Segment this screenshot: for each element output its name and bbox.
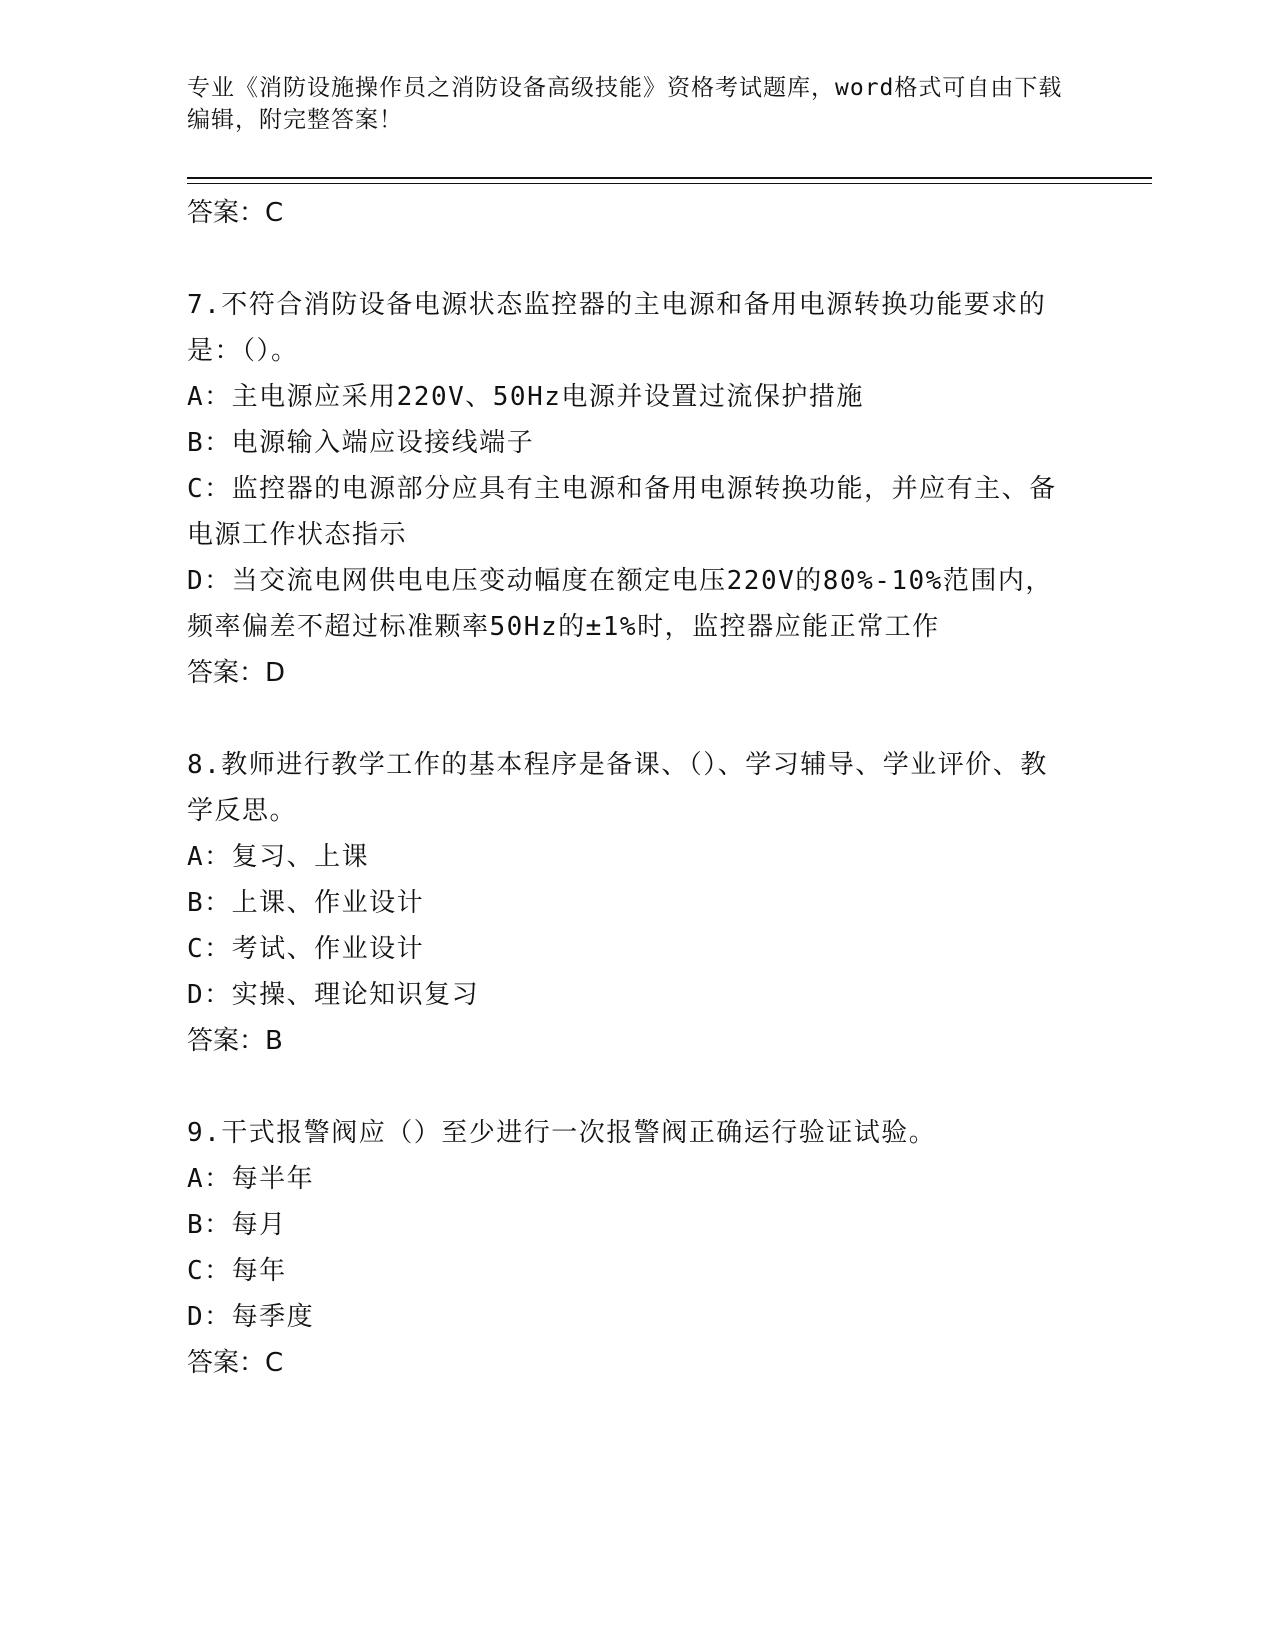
question-8 — [187, 742, 1067, 1064]
question-answer: 答案：D — [187, 658, 286, 688]
spacer — [187, 236, 1067, 282]
question-stem: 7.不符合消防设备电源状态监控器的主电源和备用电源转换功能要求的是：（）。 — [187, 290, 1047, 366]
option-a: A：主电源应采用220V、50Hz电源并设置过流保护措施 — [187, 382, 864, 412]
option-d: D：每季度 — [187, 1302, 315, 1332]
option-a: A：复习、上课 — [187, 842, 370, 872]
header-divider-thin — [187, 183, 1152, 184]
question-stem: 9.干式报警阀应（）至少进行一次报警阀正确运行验证试验。 — [187, 1118, 937, 1148]
option-c: C：每年 — [187, 1256, 287, 1286]
option-b: B：电源输入端应设接线端子 — [187, 428, 535, 458]
question-answer: 答案：C — [187, 1348, 284, 1378]
header-divider-thick — [187, 177, 1152, 179]
option-a: A：每半年 — [187, 1164, 315, 1194]
option-b: B：上课、作业设计 — [187, 888, 425, 918]
option-d: D：当交流电网供电电压变动幅度在额定电压220V的80%-10%范围内，频率偏差不超过标准颗率50Hz的±1%时，监控器应能正常工作 — [187, 566, 1053, 642]
option-d: D：实操、理论知识复习 — [187, 980, 480, 1010]
option-c: C：考试、作业设计 — [187, 934, 425, 964]
spacer — [187, 1064, 1067, 1110]
question-7 — [187, 282, 1067, 696]
document-header: 专业《消防设施操作员之消防设备高级技能》资格考试题库，word格式可自由下载编辑，附完整答案！ — [187, 75, 1063, 133]
spacer — [187, 696, 1067, 742]
previous-question-answer: 答案：C — [187, 198, 284, 228]
question-9 — [187, 1110, 1067, 1386]
option-b: B：每月 — [187, 1210, 287, 1240]
question-stem: 8.教师进行教学工作的基本程序是备课、（）、学习辅导、学业评价、教学反思。 — [187, 750, 1048, 826]
question-list — [187, 190, 1067, 1386]
option-c: C：监控器的电源部分应具有主电源和备用电源转换功能，并应有主、备电源工作状态指示 — [187, 474, 1057, 550]
question-answer: 答案：B — [187, 1026, 283, 1056]
